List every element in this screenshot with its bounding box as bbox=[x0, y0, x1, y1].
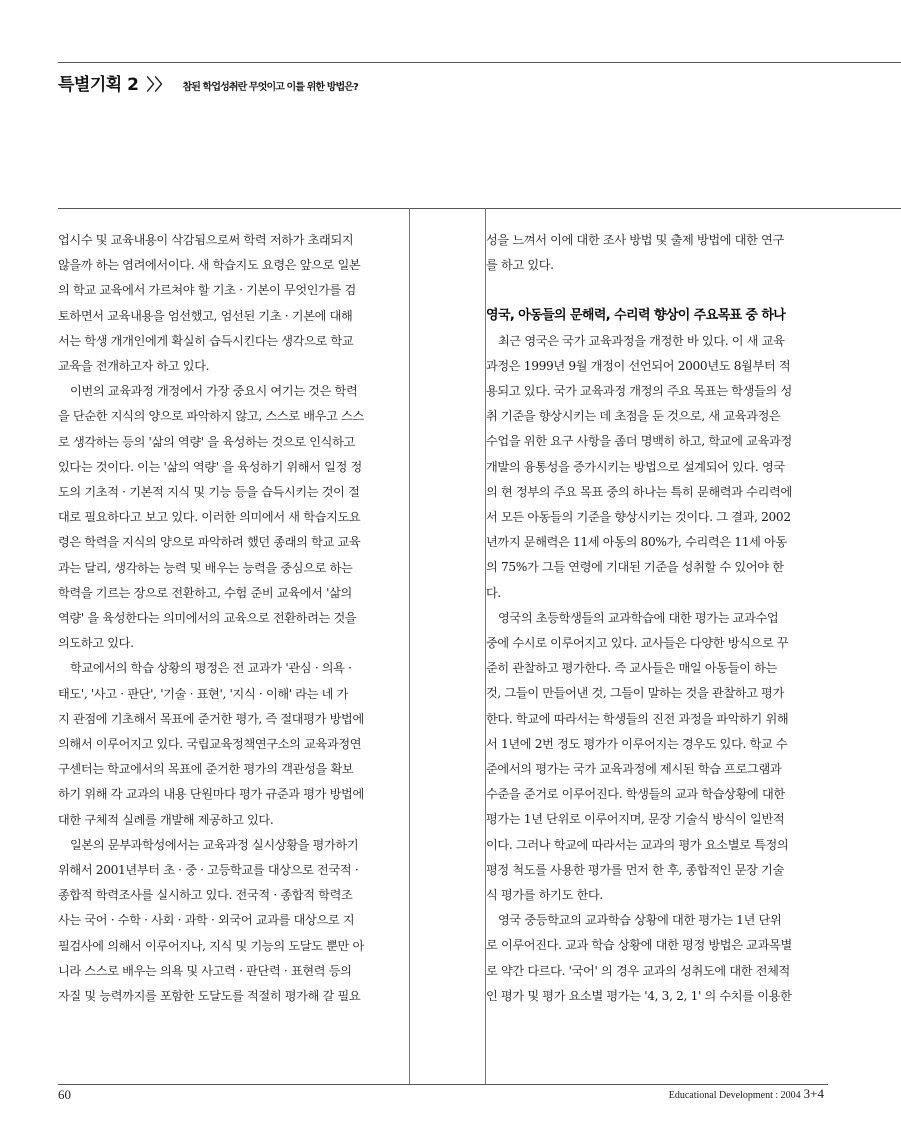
text-line: 개발의 융통성을 증가시키는 방법으로 설계되어 있다. 영국 bbox=[486, 459, 785, 474]
text-line: 다. bbox=[486, 585, 501, 600]
text-line: 준에서의 평가는 국가 교육과정에 제시된 학습 프로그램과 bbox=[486, 762, 782, 777]
text-line: 용되고 있다. 국가 교육과정 개정의 주요 목표는 학생들의 성 bbox=[486, 384, 792, 399]
text-line: 평정 척도를 사용한 평가를 먼저 한 후, 종합적인 문장 기술 bbox=[486, 862, 784, 877]
text-line: 로 약간 다르다. '국어' 의 경우 교과의 성취도에 대한 전체적 bbox=[486, 963, 790, 978]
text-line: 않을까 하는 염려에서이다. 새 학습지도 요령은 앞으로 일본 bbox=[58, 258, 361, 273]
section-header bbox=[58, 70, 358, 95]
text-line: 학력을 기르는 장으로 전환하고, 수험 준비 교육에서 '삶의 bbox=[58, 585, 352, 600]
right-intro-text bbox=[486, 228, 826, 278]
text-line: 자질 및 능력까지를 포함한 도달도를 적절히 평가해 갈 필요 bbox=[58, 989, 361, 1004]
header-top-rule bbox=[58, 62, 901, 63]
double-chevron-icon: 〉〉 bbox=[146, 75, 171, 94]
text-line: 니라 스스로 배우는 의욕 및 사고력 · 판단력 · 표현력 등의 bbox=[58, 963, 352, 978]
text-line: 의해서 이루어지고 있다. 국립교육정책연구소의 교육과정연 bbox=[58, 737, 362, 752]
text-line: 학교에서의 학습 상황의 평정은 전 교과가 '관심 · 의욕 · bbox=[70, 661, 352, 676]
text-line: 의 75%가 그들 연령에 기대된 기준을 성취할 수 있어야 한 bbox=[486, 560, 784, 575]
text-line: 서 1년에 2번 정도 평가가 이루어지는 경우도 있다. 학교 수 bbox=[486, 736, 788, 751]
text-line: 를 하고 있다. bbox=[486, 258, 554, 273]
header-bottom-rule bbox=[58, 208, 901, 209]
text-line: 최근 영국은 국가 교육과정을 개정한 바 있다. 이 새 교육 bbox=[498, 333, 785, 348]
text-line: 하기 위해 각 교과의 내용 단원마다 평가 규준과 평가 방법에 bbox=[58, 787, 364, 802]
text-line: 평가는 1년 단위로 이루어지며, 문장 기술식 방식이 일반적 bbox=[486, 812, 785, 827]
text-line: 중에 수시로 이루어지고 있다. 교사들은 다양한 방식으로 꾸 bbox=[486, 636, 789, 651]
journal-name: Educational Development : 2004 bbox=[668, 1090, 801, 1101]
text-line: 이다. 그러나 학교에 따라서는 교과의 평가 요소별로 특정의 bbox=[486, 837, 789, 852]
text-line: 종합적 학력조사를 실시하고 있다. 전국적 · 종합적 학력조 bbox=[58, 888, 353, 903]
text-line: 대로 필요하다고 보고 있다. 이러한 의미에서 새 학습지도요 bbox=[58, 510, 361, 525]
text-line: 교육을 전개하고자 하고 있다. bbox=[58, 359, 210, 374]
section-title: 특별기획 2 bbox=[58, 75, 139, 95]
section-spacer bbox=[486, 278, 826, 303]
text-line: 수준을 준거로 이루어진다. 학생들의 교과 학습상황에 대한 bbox=[486, 787, 785, 802]
footer-rule bbox=[58, 1084, 828, 1085]
text-line: 로 이루어진다. 교과 학습 상황에 대한 평정 방법은 교과목별 bbox=[486, 938, 792, 953]
text-line: 토하면서 교육내용을 엄선했고, 엄선된 기초 · 기본에 대해 bbox=[58, 308, 353, 323]
text-line: 을 단순한 지식의 양으로 파악하지 않고, 스스로 배우고 스스 bbox=[58, 409, 364, 424]
text-line: 일본의 문부과학성에서는 교육과정 실시상황을 평가하기 bbox=[70, 837, 359, 852]
text-line: 영국의 초등학생들의 교과학습에 대한 평가는 교과수업 bbox=[498, 610, 779, 625]
text-line: 년까지 문해력은 11세 아동의 80%가, 수리력은 11세 아동 bbox=[486, 535, 787, 550]
text-line: 취 기준을 향상시키는 데 초점을 둔 것으로, 새 교육과정은 bbox=[486, 409, 781, 424]
section-subtitle: 참된 학업성취란 무엇이고 이를 위한 방법은? bbox=[182, 82, 358, 93]
text-line: 서 모든 아동들의 기준을 향상시키는 것이다. 그 결과, 2002 bbox=[486, 510, 791, 525]
text-line: 업시수 및 교육내용이 삭감됨으로써 학력 저하가 초래되지 bbox=[58, 233, 354, 247]
text-line: 의도하고 있다. bbox=[58, 636, 134, 651]
page-number: 60 bbox=[58, 1087, 71, 1102]
section-heading-uk: 영국, 아동들의 문해력, 수리력 향상이 주요목표 중 하나 bbox=[486, 308, 786, 324]
text-line: 수업을 위한 요구 사항을 좀더 명백히 하고, 학교에 교육과정 bbox=[486, 434, 792, 449]
text-line: 성을 느껴서 이에 대한 조사 방법 및 출제 방법에 대한 연구 bbox=[486, 233, 784, 247]
text-line: 의 현 정부의 주요 목표 중의 하나는 특히 문해력과 수리력에 bbox=[486, 484, 792, 499]
text-line: 것, 그들이 만들어낸 것, 그들이 말하는 것을 관찰하고 평가 bbox=[486, 686, 784, 701]
text-line: 과정은 1999년 9월 개정이 선언되어 2000년도 8월부터 적 bbox=[486, 358, 791, 373]
text-line: 인 평가 및 평가 요소별 평가는 '4, 3, 2, 1' 의 수치를 이용한 bbox=[486, 988, 792, 1003]
left-text-column bbox=[58, 228, 406, 1009]
column-divider-left bbox=[409, 208, 410, 1084]
journal-issue: 3+4 bbox=[803, 1086, 824, 1101]
text-line: 사는 국어 · 수학 · 사회 · 과학 · 외국어 교과를 대상으로 지 bbox=[58, 913, 355, 928]
text-line: 도의 기초적 · 기본적 지식 및 기능 등을 습득시키는 것이 절 bbox=[58, 485, 360, 500]
right-text-column bbox=[486, 228, 826, 1009]
text-line: 서는 학생 개개인에게 확실히 습득시킨다는 생각으로 학교 bbox=[58, 333, 354, 348]
journal-footer bbox=[669, 1086, 824, 1102]
text-line: 영국 중등학교의 교과학습 상황에 대한 평가는 1년 단위 bbox=[498, 913, 782, 928]
text-line: 구센터는 학교에서의 목표에 준거한 평가의 객관성을 확보 bbox=[58, 762, 354, 777]
text-line: 준히 관찰하고 평가한다. 즉 교사들은 매일 아동들이 하는 bbox=[486, 661, 777, 676]
text-line: 한다. 학교에 따라서는 학생들의 진전 과정을 파악하기 위해 bbox=[486, 711, 789, 726]
text-line: 령은 학력을 지식의 양으로 파악하려 했던 종래의 학교 교육 bbox=[58, 535, 361, 550]
text-line: 태도', '사고 · 판단', '기술 · 표현', '지식 · 이해' 라는 네 가 bbox=[58, 686, 349, 701]
text-line: 로 생각하는 등의 '삶의 역량' 을 육성하는 것으로 인식하고 bbox=[58, 434, 355, 449]
text-line: 지 관점에 기초해서 목표에 준거한 평가, 즉 절대평가 방법에 bbox=[58, 711, 364, 726]
right-body-text bbox=[486, 329, 826, 1009]
text-line: 과는 달리, 생각하는 능력 및 배우는 능력을 중심으로 하는 bbox=[58, 560, 353, 575]
text-line: 의 학교 교육에서 가르쳐야 할 기초 · 기본이 무엇인가를 검 bbox=[58, 283, 356, 298]
text-line: 대한 구체적 실례를 개발해 제공하고 있다. bbox=[58, 812, 274, 827]
text-line: 식 평가를 하기도 한다. bbox=[486, 888, 603, 903]
text-line: 필검사에 의해서 이루어지나, 지식 및 기능의 도달도 뿐만 아 bbox=[58, 938, 364, 953]
text-line: 이번의 교육과정 개정에서 가장 중요시 여기는 것은 학력 bbox=[70, 384, 358, 399]
text-line: 위해서 2001년부터 초 · 중 · 고등학교를 대상으로 전국적 · bbox=[58, 863, 359, 878]
text-line: 있다는 것이다. 이는 '삶의 역량' 을 육성하기 위해서 일정 정 bbox=[58, 459, 362, 474]
text-line: 역량' 을 육성한다는 의미에서의 교육으로 전환하려는 것을 bbox=[58, 611, 357, 626]
